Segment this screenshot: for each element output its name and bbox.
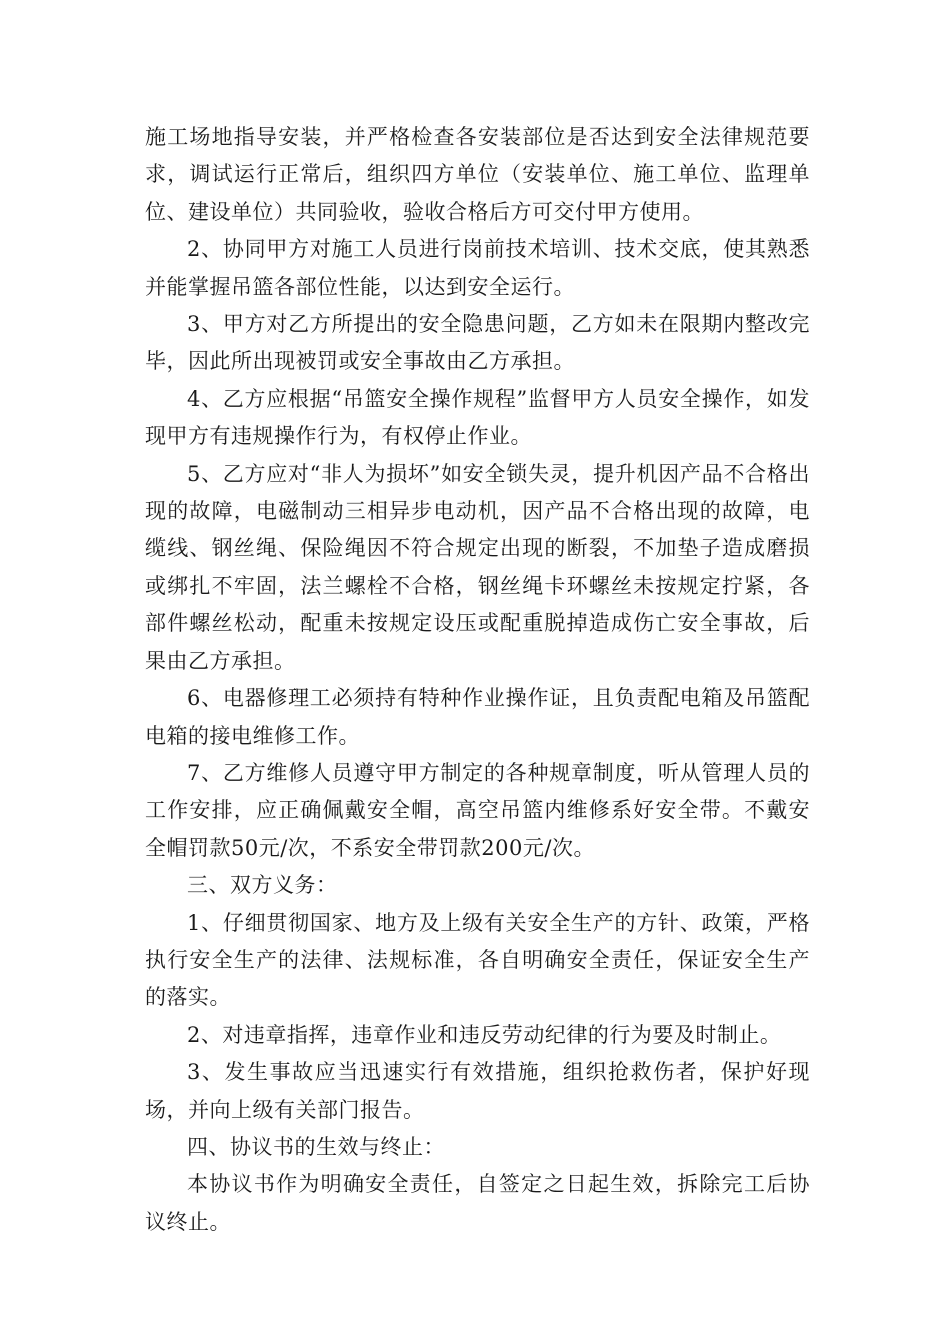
paragraph-item-7-maintenance: 7、乙方维修人员遵守甲方制定的各种规章制度，听从管理人员的工作安排，应正确佩戴安全帽，高空吊篮内维修系好安全带。不戴安全帽罚款50元/次，不系安全带罚款200元/次。 bbox=[145, 760, 810, 860]
paragraph-effect-termination: 本协议书作为明确安全责任，自签定之日起生效，拆除完工后协议终止。 bbox=[145, 1172, 810, 1234]
paragraph-obligation-2: 2、对违章指挥，违章作业和违反劳动纪律的行为要及时制止。 bbox=[187, 1022, 782, 1047]
paragraph-obligation-1: 1、仔细贯彻国家、地方及上级有关安全生产的方针、政策，严格执行安全生产的法律、法规标准，各自明确安全责任，保证安全生产的落实。 bbox=[145, 910, 810, 1010]
document-body bbox=[145, 119, 810, 1241]
section-heading-mutual-obligations: 三、双方义务： bbox=[187, 873, 338, 898]
paragraph-item-4-supervision: 4、乙方应根据“吊篮安全操作规程”监督甲方人员安全操作，如发现甲方有违规操作行为，有权停止作业。 bbox=[145, 386, 810, 449]
paragraph-installation-continued: 施工场地指导安装，并严格检查各安装部位是否达到安全法律规范要求，调试运行正常后，组织四方单位（安装单位、施工单位、监理单位、建设单位）共同验收，验收合格后方可交付甲方使用。 bbox=[145, 125, 810, 224]
paragraph-item-5-damage: 5、乙方应对“非人为损坏”如安全锁失灵，提升机因产品不合格出现的故障，电磁制动三相异步电动机，因产品不合格出现的故障，电缆线、钢丝绳、保险绳因不符合规定出现的断裂，不加垫子造成磨损或绑扎不牢固，法兰螺栓不合格，钢丝绳卡环螺丝未按规定拧紧，各部件螺丝松动，配重未按规定设压或配重脱掉造成伤亡安全事故，后果由乙方承担。 bbox=[145, 461, 810, 673]
paragraph-item-6-electrician: 6、电器修理工必须持有特种作业操作证，且负责配电箱及吊篮配电箱的接电维修工作。 bbox=[145, 686, 810, 748]
paragraph-item-2-training: 2、协同甲方对施工人员进行岗前技术培训、技术交底，使其熟悉并能掌握吊篮各部位性能，以达到安全运行。 bbox=[145, 237, 810, 299]
paragraph-obligation-3: 3、发生事故应当迅速实行有效措施，组织抢救伤者，保护好现场，并向上级有关部门报告。 bbox=[145, 1060, 810, 1122]
section-heading-effect-termination: 四、协议书的生效与终止： bbox=[187, 1134, 445, 1159]
paragraph-item-3-hazards: 3、甲方对乙方所提出的安全隐患问题，乙方如未在限期内整改完毕，因此所出现被罚或安全事故由乙方承担。 bbox=[145, 312, 810, 374]
